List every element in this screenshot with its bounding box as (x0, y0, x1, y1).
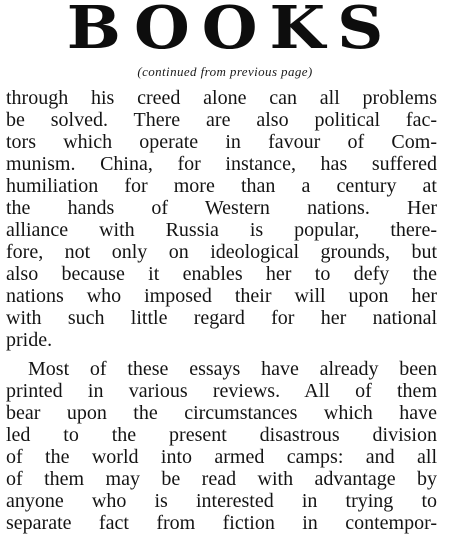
text-line: the hands of Western nations. Her (6, 197, 437, 219)
text-line: through his creed alone can all problems (6, 87, 437, 109)
text-line: alliance with Russia is popular, there- (6, 219, 437, 241)
section-header (0, 0, 450, 62)
text-line: led to the present disastrous division (6, 424, 437, 446)
text-line: of them may be read with advantage by (6, 468, 437, 490)
text-line: of the world into armed camps: and all (6, 446, 437, 468)
text-line: humiliation for more than a century at (6, 175, 437, 197)
text-line: also because it enables her to defy the (6, 263, 437, 285)
text-line: pride. (6, 329, 53, 351)
text-line: be solved. There are also political fac- (6, 109, 437, 131)
continued-note: (continued from previous page) (137, 64, 313, 79)
paragraph-gap (6, 351, 437, 358)
text-line: Most of these essays have already been (28, 358, 437, 380)
paragraph-1 (6, 87, 437, 351)
text-line: tors which operate in favour of Com- (6, 131, 437, 153)
article-body (6, 87, 437, 534)
paragraph-2 (6, 358, 437, 534)
text-line: separate fact from fiction in contempor- (6, 512, 437, 534)
text-line: nations who imposed their will upon her (6, 285, 437, 307)
text-line: munism. China, for instance, has suffered (6, 153, 437, 175)
text-line: anyone who is interested in trying to (6, 490, 437, 512)
text-line: with such little regard for her national (6, 307, 437, 329)
text-line: fore, not only on ideological grounds, but (6, 241, 437, 263)
text-line: printed in various reviews. All of them (6, 380, 437, 402)
section-title: BOOKS (66, 0, 396, 63)
text-line: bear upon the circumstances which have (6, 402, 437, 424)
